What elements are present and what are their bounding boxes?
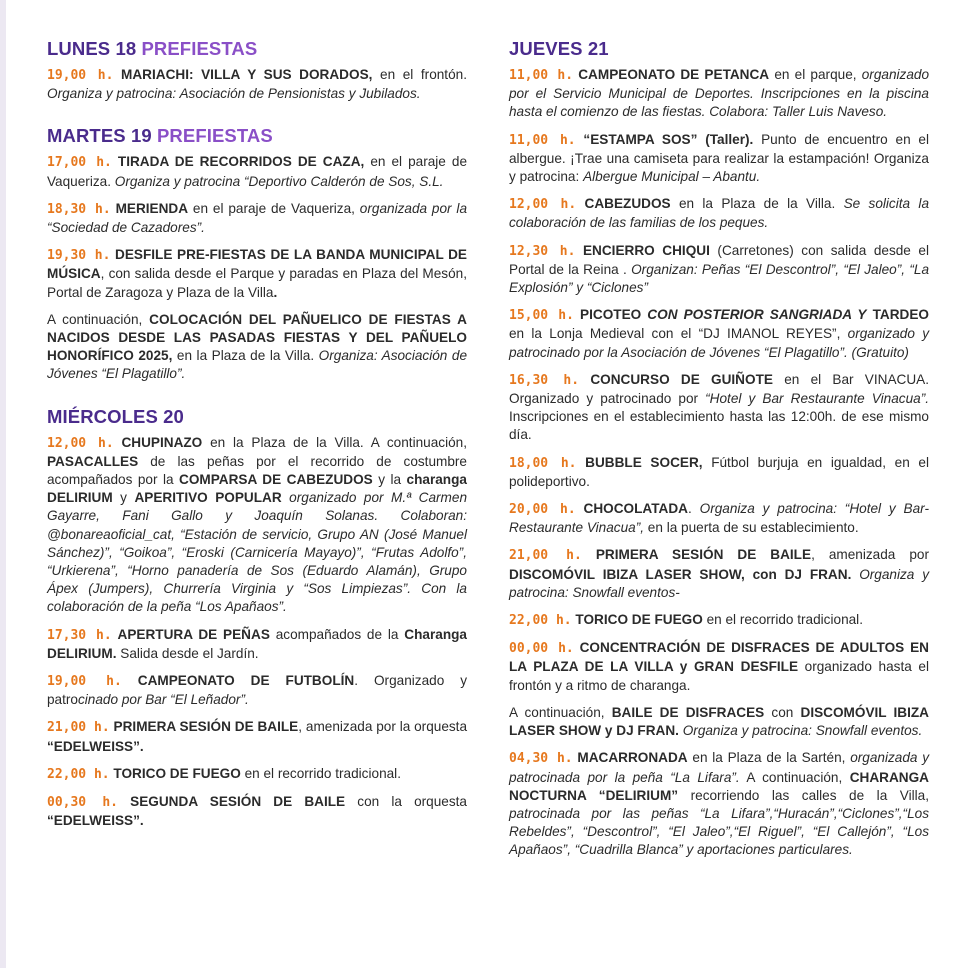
event-bold-italic: CON POSTERIOR SANGRIADA Y <box>641 307 867 323</box>
event-text: , amenizada por <box>811 547 929 563</box>
day-date: MIÉRCOLES 20 <box>47 405 184 427</box>
event-title: TORICO DE FUEGO <box>575 612 703 628</box>
event-time: 15,00 h. <box>509 308 574 324</box>
event-text: con <box>764 704 801 720</box>
event-entry <box>509 195 929 232</box>
event-entry <box>509 611 929 630</box>
event-organizer: Se solicita la colaboración de las familias de los peques. <box>509 196 930 231</box>
day-tag: PREFIESTAS <box>156 125 273 147</box>
event-entry <box>47 66 467 103</box>
event-text: recorriendo las calles de la Villa, <box>678 787 929 803</box>
event-text: en el recorrido tradicional. <box>702 612 863 628</box>
event-entry <box>47 246 467 302</box>
event-time: 17,30 h. <box>47 627 112 643</box>
event-time: 21,00 h. <box>509 548 582 564</box>
event-entry <box>47 672 467 709</box>
day-tag: PREFIESTAS <box>141 38 258 59</box>
event-entry <box>47 765 467 784</box>
event-entry <box>509 704 929 740</box>
event-organizer: cinado por Bar “El Leñador”. <box>77 692 249 708</box>
event-time: 22,00 h. <box>509 613 572 629</box>
event-title: CABEZUDOS <box>584 196 671 212</box>
event-text: en la Plaza de la Sartén, <box>687 750 851 766</box>
event-organizer: organizado y patrocinado por la Asociación de Jóvenes “El Plagatillo”. (Gratuito) <box>509 326 929 360</box>
event-text: Punto de encuentro en el albergue. ¡Trae una camiseta para realizar la estampación! Organiza y patrocina: <box>509 131 929 185</box>
event-time: 19,00 h. <box>47 68 114 83</box>
event-title: CONCURSO DE GUIÑOTE <box>590 371 773 387</box>
event-text: y <box>112 490 135 506</box>
event-text: en la Plaza de la Villa. <box>172 348 319 364</box>
event-organizer: organizado por M.ª Carmen Gayarre, Fani Gallo y Joaquín Solanas. Colaboran: @bonareaoficial_cat, “Estación de servicio, Grupo AN (José Manuel Sánchez)”, “Goikoa”, “Eroski (Carnicería Mayayo)”, “Frutas Adolfo”, “Urkierena”, “Horno panadería de Sos (Eduardo Alamán), Grupo Ápex (Jumpers), Churrería Virginia y “Sos Limpiezas”. Con la colaboración de la peña “Los Apañaos”. <box>47 490 467 615</box>
event-text: A continuación, <box>47 311 150 327</box>
event-time: 04,30 h. <box>509 751 573 767</box>
event-title: “ESTAMPA SOS” (Taller). <box>583 131 754 147</box>
event-time: 16,30 h. <box>509 372 580 388</box>
event-entry <box>47 718 467 755</box>
day-date: JUEVES 21 <box>509 38 609 59</box>
event-time: 12,00 h. <box>47 435 114 451</box>
event-entry <box>47 434 467 617</box>
event-bold: “EDELWEISS”. <box>47 738 144 754</box>
event-time: 22,00 h. <box>47 766 110 782</box>
event-entry <box>509 306 929 362</box>
event-text: A continuación, <box>739 769 850 785</box>
event-title: CHOCOLATADA <box>583 501 688 517</box>
day-heading-miercoles <box>47 406 467 428</box>
event-text: , amenizada por la orquesta <box>298 719 468 735</box>
event-text: Salida desde el Jardín. <box>116 645 259 661</box>
event-title: PICOTEO <box>580 307 642 323</box>
event-entry <box>47 626 467 663</box>
event-entry <box>509 131 929 187</box>
left-column <box>47 38 467 840</box>
event-organizer: organizada por la “Sociedad de Cazadores”. <box>47 200 467 236</box>
event-title: MERIENDA <box>115 200 189 216</box>
day-date: MARTES 19 <box>47 125 152 147</box>
event-text: de las peñas por el recorrido de costumbre acompañados por la <box>47 453 467 488</box>
event-title: COLOCACIÓN DEL PAÑUELICO DE FIESTAS A NACIDOS DESDE LAS PASADAS FIESTAS Y DEL PAÑUELO HONORÍFICO 2025, <box>47 311 467 364</box>
event-organizer: Organizan: Peñas “El Descontrol”, “El Jaleo”, “La Explosión” y “Ciclones” <box>509 261 930 296</box>
event-bold: TARDEO <box>866 307 929 323</box>
event-title: PRIMERA SESIÓN DE BAILE <box>113 719 299 735</box>
event-organizer: Organiza y patrocina: Snowfall eventos. <box>678 723 923 739</box>
event-time: 19,30 h. <box>47 248 111 264</box>
event-entry <box>47 153 467 190</box>
event-bold: DISCOMÓVIL IBIZA LASER SHOW, con DJ FRAN. <box>509 566 852 582</box>
event-time: 19,00 h. <box>47 674 122 690</box>
event-organizer: organizada y patrocinada por la peña “La Lifara”. <box>509 750 930 785</box>
event-text: (Carretones) con salida desde el Portal de la Reina . <box>509 242 929 277</box>
day-heading-jueves <box>509 38 929 60</box>
event-time: 11,00 h. <box>509 68 574 83</box>
event-time: 12,00 h. <box>509 197 577 213</box>
event-title: CONCENTRACIÓN DE DISFRACES DE ADULTOS EN LA PLAZA DE LA VILLA y GRAN DESFILE <box>509 640 929 675</box>
event-text: en el paraje de Vaqueriza. <box>47 154 468 189</box>
event-text: Fútbol burjuja en igualdad, en el polideportivo. <box>509 454 929 489</box>
event-text: A continuación, <box>509 704 612 720</box>
event-entry <box>509 500 929 537</box>
event-entry <box>509 371 929 445</box>
event-organizer: Organiza y patrocina “Deportivo Calderón de Sos, S.L. <box>114 173 444 189</box>
event-title: PRIMERA SESIÓN DE BAILE <box>595 547 812 563</box>
event-text: . <box>688 501 700 517</box>
event-title: APERTURA DE PEÑAS <box>117 626 270 642</box>
event-text-dot: . <box>273 284 278 300</box>
event-bold: CHARANGA NOCTURNA “DELIRIUM” <box>509 769 929 803</box>
event-text: Inscripciones en el establecimiento hasta las 12:00h. de ese mismo día. <box>509 409 929 443</box>
event-entry <box>509 66 929 122</box>
event-bold: charanga DELIRIUM <box>47 472 467 506</box>
event-text: en el recorrido tradicional. <box>240 765 401 781</box>
event-bold: DISCOMÓVIL IBIZA LASER SHOW y DJ FRAN. <box>509 704 929 739</box>
event-time: 12,30 h. <box>509 243 576 259</box>
event-title: CAMPEONATO DE FUTBOLÍN <box>137 673 355 689</box>
event-organizer: Organiza: Asociación de Jóvenes “El Plagatillo”. <box>47 348 468 382</box>
event-bold: APERITIVO POPULAR <box>134 490 282 506</box>
event-bold: “EDELWEISS”. <box>47 813 144 829</box>
right-column <box>509 38 929 869</box>
event-bold: Charanga DELIRIUM. <box>47 626 467 661</box>
event-title: SEGUNDA SESIÓN DE BAILE <box>130 794 346 810</box>
event-entry <box>509 546 929 602</box>
event-text: con la orquesta <box>345 794 467 810</box>
event-title: TIRADA DE RECORRIDOS DE CAZA, <box>117 154 365 170</box>
event-organizer: Albergue Municipal – Abantu. <box>583 169 761 185</box>
page-edge <box>0 0 6 968</box>
event-bold: PASACALLES <box>47 453 139 469</box>
event-entry <box>509 749 929 859</box>
event-text: en la Plaza de la Villa. A continuación, <box>202 434 467 450</box>
event-text: . Organizado y patro <box>47 673 468 708</box>
day-heading-martes <box>47 125 467 147</box>
event-text: en la puerta de su establecimiento. <box>644 520 859 536</box>
event-bold: COMPARSA DE CABEZUDOS <box>179 472 373 488</box>
event-text: acompañados de la <box>269 626 405 642</box>
event-organizer: organizado por el Servicio Municipal de Deportes. Inscripciones en la piscina hasta el comienzo de las fiestas. Colabora: Taller Luis Naveso. <box>509 67 929 120</box>
event-text: en el parque, <box>769 67 862 82</box>
event-text: en el frontón. <box>372 67 467 82</box>
day-heading-lunes <box>47 38 467 60</box>
event-entry <box>47 793 467 830</box>
event-text: en la Plaza de la Villa. <box>670 196 844 212</box>
event-title: ENCIERRO CHIQUI <box>582 242 710 258</box>
event-organizer: Organiza y patrocina: Asociación de Pensionistas y Jubilados. <box>47 86 421 102</box>
event-organizer: Organiza y patrocina: “Hotel y Bar-Restaurante Vinacua”, <box>509 501 929 536</box>
event-time: 20,00 h. <box>509 502 576 518</box>
event-entry <box>509 639 929 695</box>
event-time: 11,00 h. <box>509 132 576 148</box>
event-organizer: Organiza y patrocina: Snowfall eventos- <box>509 566 929 600</box>
event-text: organizado hasta el frontón y a ritmo de charanga. <box>509 659 929 693</box>
event-time: 18,00 h. <box>509 455 577 471</box>
event-text: en el Bar VINACUA. Organizado y patrocinado por <box>509 371 929 407</box>
event-time: 18,30 h. <box>47 201 111 217</box>
event-title: MACARRONADA <box>577 750 688 766</box>
event-entry <box>509 454 929 491</box>
event-time: 21,00 h. <box>47 720 110 736</box>
event-entry <box>47 200 467 237</box>
event-time: 00,00 h. <box>509 641 574 657</box>
event-time: 00,30 h. <box>47 795 118 811</box>
event-organizer: patrocinada por las peñas “La Lifara”,“Huracán”,“Ciclones”,“Los Rebeldes”, “Descontrol”, “El Jaleo”,“El Riguel”, “El Callejón”, “Los Apañaos”, “Cuadrilla Blanca” y aportaciones particulares. <box>509 805 929 858</box>
event-entry <box>47 311 467 384</box>
event-title: MARIACHI: VILLA Y SUS DORADOS, <box>121 67 373 82</box>
event-text: en la Lonja Medieval con el “DJ IMANOL REYES”, <box>509 326 848 342</box>
event-text: y la <box>372 472 407 488</box>
event-title: CHUPINAZO <box>121 434 203 450</box>
event-entry <box>509 242 929 298</box>
event-text: , con salida desde el Parque y paradas en Plaza del Mesón, Portal de Zaragoza y Plaza de la Villa <box>47 266 467 300</box>
event-time: 17,00 h. <box>47 155 112 171</box>
event-title: BAILE DE DISFRACES <box>611 704 765 720</box>
day-date: LUNES 18 <box>47 38 137 59</box>
event-title: DESFILE PRE-FIESTAS DE LA BANDA MUNICIPAL DE MÚSICA <box>47 247 467 282</box>
event-organizer: “Hotel y Bar Restaurante Vinacua”. <box>705 391 929 407</box>
event-title: CAMPEONATO DE PETANCA <box>578 67 770 82</box>
event-text: en el paraje de Vaqueriza, <box>188 200 360 216</box>
event-title: BUBBLE SOCER, <box>585 454 703 470</box>
event-title: TORICO DE FUEGO <box>113 765 241 781</box>
